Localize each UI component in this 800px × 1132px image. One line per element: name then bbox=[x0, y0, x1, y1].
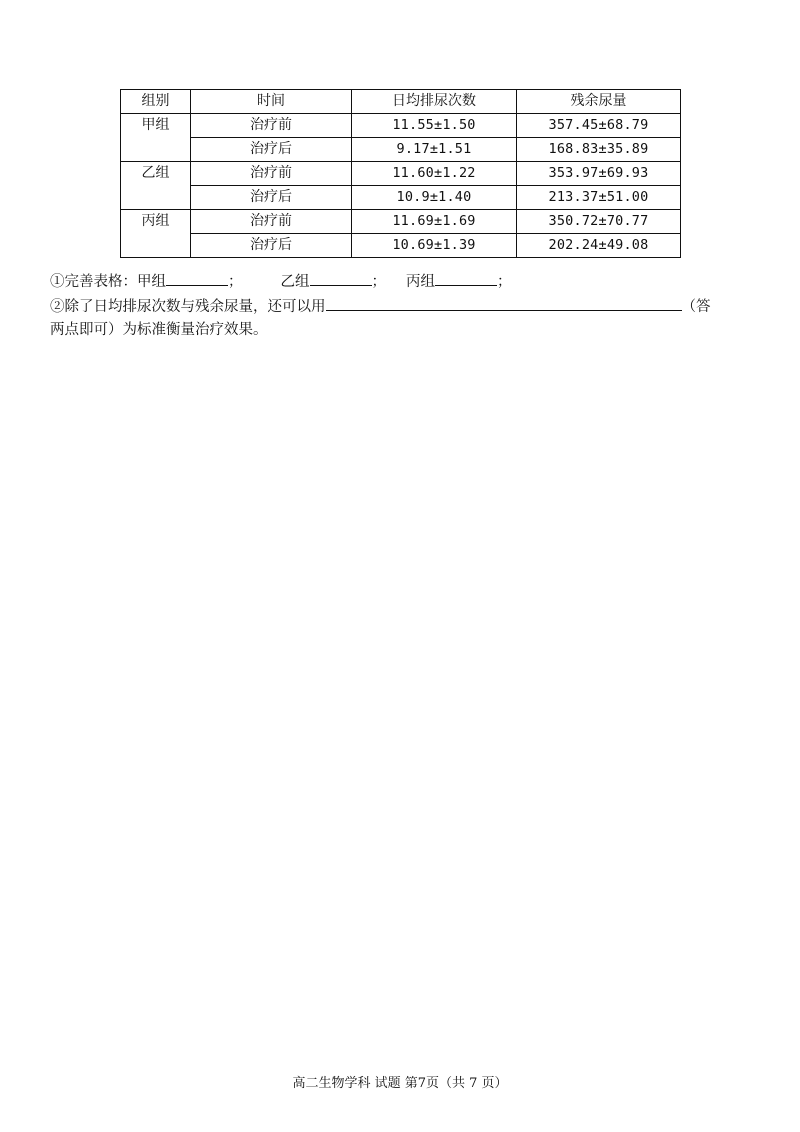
answer-blank-jia[interactable] bbox=[166, 271, 228, 286]
question-2-continuation: 两点即可）为标准衡量治疗效果。 bbox=[50, 322, 268, 338]
residual-cell: 168.83±35.89 bbox=[517, 138, 681, 162]
residual-cell: 202.24±49.08 bbox=[517, 234, 681, 258]
urination-cell: 9.17±1.51 bbox=[352, 138, 517, 162]
group-cell-jia: 甲组 bbox=[121, 114, 191, 162]
question-1-label-yi: 乙组 bbox=[280, 274, 310, 290]
group-cell-bing: 丙组 bbox=[121, 210, 191, 258]
question-2 bbox=[50, 296, 711, 317]
question-1-separator: ； bbox=[497, 274, 512, 290]
header-group: 组别 bbox=[121, 90, 191, 114]
urination-cell: 11.55±1.50 bbox=[352, 114, 517, 138]
question-1-separator: ； bbox=[371, 274, 386, 290]
question-1-prefix: ①完善表格：甲组 bbox=[50, 274, 166, 290]
answer-blank-bing[interactable] bbox=[435, 271, 497, 286]
question-2-suffix: （答 bbox=[681, 299, 711, 315]
residual-cell: 353.97±69.93 bbox=[517, 162, 681, 186]
table-row bbox=[121, 114, 681, 138]
table-row bbox=[121, 162, 681, 186]
urination-cell: 10.9±1.40 bbox=[352, 186, 517, 210]
table-row bbox=[121, 234, 681, 258]
header-residual-volume: 残余尿量 bbox=[517, 90, 681, 114]
residual-cell: 213.37±51.00 bbox=[517, 186, 681, 210]
table-row bbox=[121, 186, 681, 210]
urination-cell: 11.60±1.22 bbox=[352, 162, 517, 186]
page-footer: 高二生物学科 试题 第7页（共 7 页） bbox=[292, 1076, 508, 1091]
results-table bbox=[120, 89, 681, 258]
table-row bbox=[121, 210, 681, 234]
time-cell: 治疗前 bbox=[191, 162, 352, 186]
urination-cell: 11.69±1.69 bbox=[352, 210, 517, 234]
time-cell: 治疗后 bbox=[191, 234, 352, 258]
answer-blank-yi[interactable] bbox=[310, 271, 372, 286]
time-cell: 治疗后 bbox=[191, 138, 352, 162]
question-2-prefix: ②除了日均排尿次数与残余尿量，还可以用 bbox=[50, 299, 326, 315]
table-header-row bbox=[121, 90, 681, 114]
time-cell: 治疗前 bbox=[191, 114, 352, 138]
urination-cell: 10.69±1.39 bbox=[352, 234, 517, 258]
header-time: 时间 bbox=[191, 90, 352, 114]
residual-cell: 357.45±68.79 bbox=[517, 114, 681, 138]
group-cell-yi: 乙组 bbox=[121, 162, 191, 210]
question-1 bbox=[50, 271, 512, 292]
answer-blank-criteria[interactable] bbox=[326, 296, 682, 311]
table-row bbox=[121, 138, 681, 162]
question-1-label-bing: 丙组 bbox=[406, 274, 435, 290]
question-1-separator: ； bbox=[228, 274, 243, 290]
residual-cell: 350.72±70.77 bbox=[517, 210, 681, 234]
time-cell: 治疗前 bbox=[191, 210, 352, 234]
time-cell: 治疗后 bbox=[191, 186, 352, 210]
header-urination-count: 日均排尿次数 bbox=[352, 90, 517, 114]
